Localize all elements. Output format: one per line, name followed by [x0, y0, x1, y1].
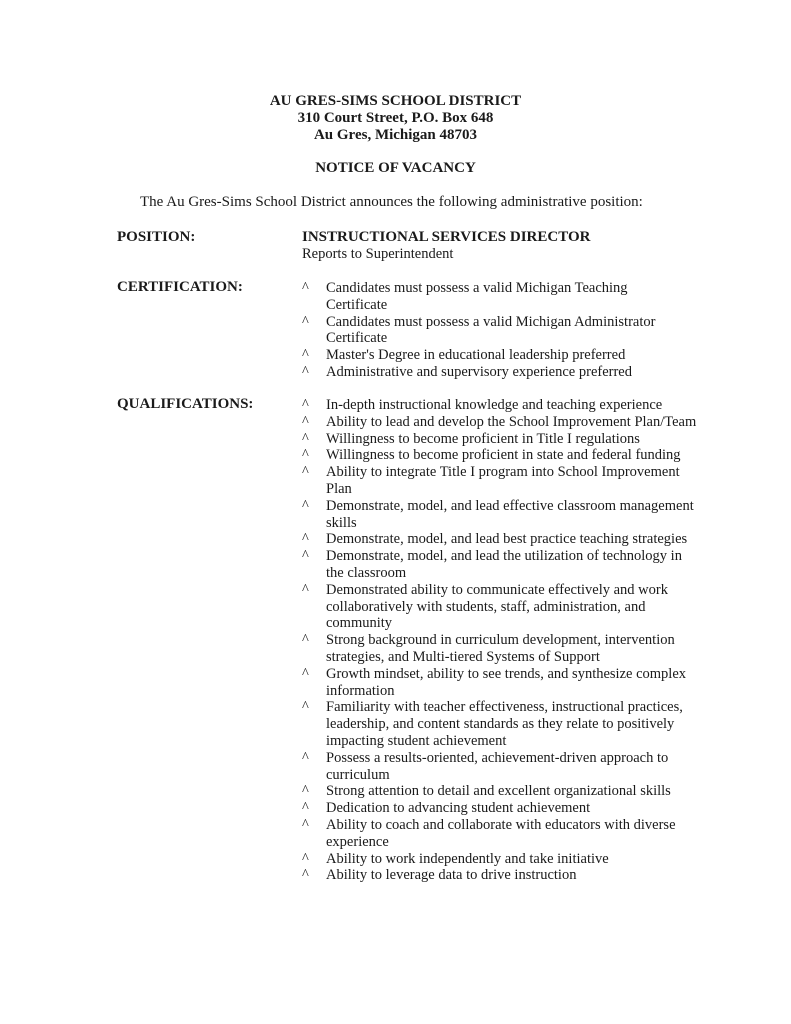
caret-bullet-icon: ^ [302, 699, 309, 716]
certification-item [300, 280, 670, 314]
qualifications-item-text: In-depth instructional knowledge and teaching experience [326, 397, 663, 413]
district-name: AU GRES-SIMS SCHOOL DISTRICT [269, 93, 522, 109]
caret-bullet-icon: ^ [302, 867, 309, 884]
caret-bullet-icon: ^ [302, 548, 309, 565]
qualifications-item-text: Demonstrated ability to communicate effectively and work collaboratively with students, staff, administration, and community [326, 581, 668, 632]
caret-bullet-icon: ^ [302, 464, 309, 481]
qualifications-item-text: Ability to work independently and take initiative [326, 850, 609, 867]
certification-item-text: Administrative and supervisory experience preferred [326, 363, 632, 380]
qualifications-item-text: Willingness to become proficient in state and federal funding [326, 447, 681, 464]
qualifications-item-text: Ability to lead and develop the School Improvement Plan/Team [326, 413, 697, 430]
qualifications-item-text: Familiarity with teacher effectiveness, instructional practices, leadership, and content standards as they relate to positively impacting student achievement [326, 699, 683, 749]
position-reports-to: Reports to Superintendent [302, 246, 454, 262]
qualifications-item [300, 867, 700, 884]
qualifications-item [300, 750, 700, 784]
qualifications-item-text: Demonstrate, model, and lead best practice teaching strategies [326, 531, 688, 548]
certification-item-text: Candidates must possess a valid Michigan Teaching Certificate [326, 280, 628, 313]
qualifications-item-text: Ability to leverage data to drive instruction [326, 867, 577, 884]
position-title: INSTRUCTIONAL SERVICES DIRECTOR [302, 229, 591, 245]
letterhead [0, 93, 791, 144]
qualifications-item-text: Strong attention to detail and excellent organizational skills [326, 783, 671, 800]
caret-bullet-icon: ^ [302, 665, 309, 682]
caret-bullet-icon: ^ [302, 800, 309, 817]
qualifications-item [300, 414, 700, 431]
caret-bullet-icon: ^ [302, 447, 309, 464]
caret-bullet-icon: ^ [302, 850, 309, 867]
notice-title: NOTICE OF VACANCY [315, 160, 476, 176]
caret-bullet-icon: ^ [302, 632, 309, 649]
qualifications-item [300, 800, 700, 817]
district-address: 310 Court Street, P.O. Box 648 [297, 110, 494, 126]
caret-bullet-icon: ^ [302, 497, 309, 514]
caret-bullet-icon: ^ [302, 397, 309, 413]
certification-item [300, 364, 670, 381]
caret-bullet-icon: ^ [302, 413, 309, 430]
qualifications-item-text: Demonstrate, model, and lead the utilization of technology in the classroom [326, 548, 682, 581]
caret-bullet-icon: ^ [302, 749, 309, 766]
qualifications-item [300, 498, 700, 532]
qualifications-item [300, 817, 700, 851]
qualifications-item [300, 531, 700, 548]
caret-bullet-icon: ^ [302, 430, 309, 447]
caret-bullet-icon: ^ [302, 816, 309, 833]
qualifications-list [300, 397, 700, 884]
intro-text: The Au Gres-Sims School District announces the following administrative position: [140, 194, 643, 210]
certification-item [300, 314, 670, 348]
qualifications-item-text: Ability to integrate Title I program into School Improvement Plan [326, 464, 680, 497]
certification-item-text: Candidates must possess a valid Michigan Administrator Certificate [326, 313, 656, 347]
district-city: Au Gres, Michigan 48703 [313, 127, 478, 143]
certification-label: CERTIFICATION: [117, 279, 243, 295]
caret-bullet-icon: ^ [302, 280, 309, 296]
qualifications-item-text: Growth mindset, ability to see trends, and synthesize complex information [326, 665, 687, 699]
qualifications-label: QUALIFICATIONS: [117, 396, 254, 412]
qualifications-item [300, 582, 700, 632]
caret-bullet-icon: ^ [302, 313, 309, 330]
qualifications-item [300, 447, 700, 464]
qualifications-item-text: Strong background in curriculum development, intervention strategies, and Multi-tiered Systems of Support [326, 632, 675, 665]
certification-list [300, 280, 670, 381]
caret-bullet-icon: ^ [302, 581, 309, 598]
qualifications-item [300, 548, 700, 582]
qualifications-item [300, 464, 700, 498]
caret-bullet-icon: ^ [302, 531, 309, 548]
qualifications-item-text: Demonstrate, model, and lead effective classroom management skills [326, 497, 694, 531]
position-label: POSITION: [117, 229, 196, 245]
qualifications-item-text: Dedication to advancing student achievement [326, 800, 591, 817]
qualifications-item [300, 783, 700, 800]
qualifications-item [300, 431, 700, 448]
qualifications-item [300, 699, 700, 749]
qualifications-item [300, 632, 700, 666]
caret-bullet-icon: ^ [302, 783, 309, 800]
qualifications-item [300, 666, 700, 700]
qualifications-item-text: Willingness to become proficient in Title I regulations [326, 430, 640, 447]
certification-item-text: Master's Degree in educational leadership preferred [326, 347, 626, 364]
qualifications-item [300, 851, 700, 868]
qualifications-item [300, 397, 700, 414]
caret-bullet-icon: ^ [302, 363, 309, 380]
qualifications-item-text: Possess a results-oriented, achievement-driven approach to curriculum [326, 749, 669, 783]
qualifications-item-text: Ability to coach and collaborate with educators with diverse experience [326, 816, 676, 850]
caret-bullet-icon: ^ [302, 347, 309, 364]
certification-item [300, 347, 670, 364]
